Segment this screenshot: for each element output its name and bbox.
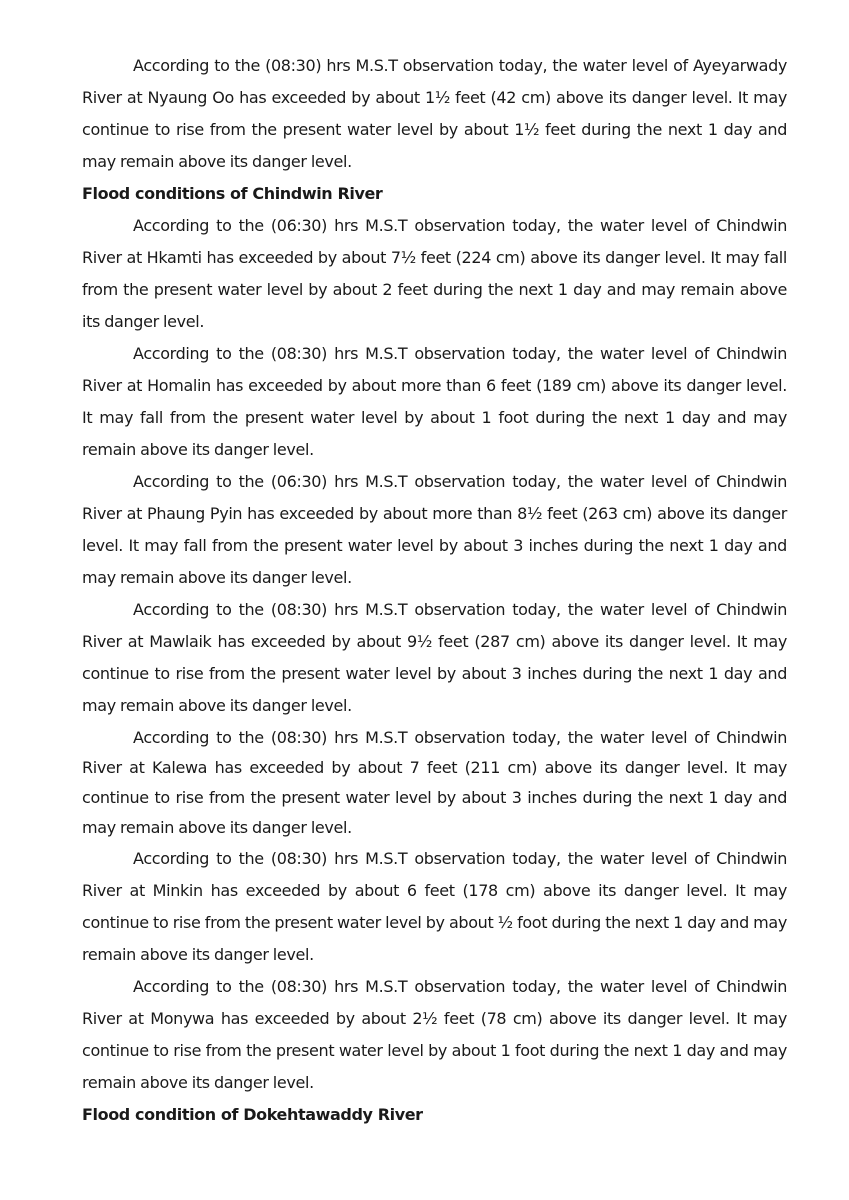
paragraph-chindwin-homalin: According to the (08:30) hrs M.S.T observation today, the water level of Chindwin River at Homalin has exceeded by about more than 6 feet (189 cm) above its danger level. It may fall from the present water level by about 1 foot during the next 1 day and may remain above its danger level. xyxy=(82,344,787,459)
paragraph-chindwin-mawlaik: According to the (08:30) hrs M.S.T observation today, the water level of Chindwin River at Mawlaik has exceeded by about 9½ feet (287 cm) above its danger level. It may continue to rise from the present water level by about 3 inches during the next 1 day and may remain above its danger level. xyxy=(82,600,787,715)
paragraph-chindwin-kalewa: According to the (08:30) hrs M.S.T observation today, the water level of Chindwin River at Kalewa has exceeded by about 7 feet (211 cm) above its danger level. It may continue to rise from the present water level by about 3 inches during the next 1 day and may remain above its danger level. xyxy=(82,728,787,837)
paragraph-chindwin-minkin: According to the (08:30) hrs M.S.T observation today, the water level of Chindwin River at Minkin has exceeded by about 6 feet (178 cm) above its danger level. It may continue to rise from the present water level by about ½ foot during the next 1 day and may remain above its danger level. xyxy=(82,849,787,964)
paragraph-chindwin-monywa: According to the (08:30) hrs M.S.T observation today, the water level of Chindwin River at Monywa has exceeded by about 2½ feet (78 cm) above its danger level. It may continue to rise from the present water level by about 1 foot during the next 1 day and may remain above its danger level. xyxy=(82,977,787,1092)
heading-chindwin-river: Flood conditions of Chindwin River xyxy=(82,184,383,203)
paragraph-chindwin-phaung-pyin: According to the (06:30) hrs M.S.T observation today, the water level of Chindwin River at Phaung Pyin has exceeded by about more than 8½ feet (263 cm) above its danger level. It may fall from the present water level by about 3 inches during the next 1 day and may remain above its danger level. xyxy=(82,472,787,587)
heading-dokehtawaddy-river: Flood condition of Dokehtawaddy River xyxy=(82,1105,423,1124)
paragraph-ayeyarwady-nyaung-oo: According to the (08:30) hrs M.S.T observation today, the water level of Ayeyarwady River at Nyaung Oo has exceeded by about 1½ feet (42 cm) above its danger level. It may continue to rise from the present water level by about 1½ feet during the next 1 day and may remain above its danger level. xyxy=(82,56,787,171)
document-page xyxy=(82,50,787,1131)
paragraph-chindwin-hkamti: According to the (06:30) hrs M.S.T observation today, the water level of Chindwin River at Hkamti has exceeded by about 7½ feet (224 cm) above its danger level. It may fall from the present water level by about 2 feet during the next 1 day and may remain above its danger level. xyxy=(82,216,787,331)
